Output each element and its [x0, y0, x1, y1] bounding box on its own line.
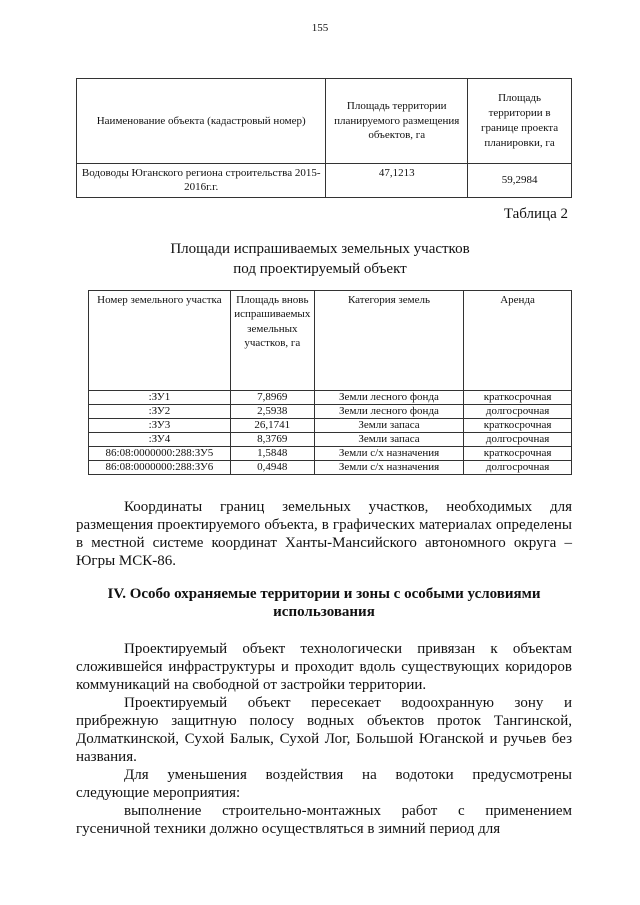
table-cell: Земли запаса — [314, 433, 463, 447]
table-header-cell: Площадь территории планируемого размещения объектов, га — [326, 79, 468, 164]
table-row — [77, 164, 572, 198]
paragraph — [76, 766, 572, 802]
paragraph — [76, 498, 572, 570]
page-number: 155 — [311, 22, 329, 34]
table-header-row — [89, 291, 572, 391]
table-cell: Земли с/х назначения — [314, 461, 463, 475]
table-cell: 7,8969 — [230, 391, 314, 405]
table-cell: :ЗУ4 — [89, 433, 231, 447]
table-title-line: Площади испрашиваемых земельных участков — [170, 241, 470, 257]
paragraph — [76, 640, 572, 694]
paragraph-text: выполнение строительно-монтажных работ с применением гусеничной техники должно осуществляться в зимний период для — [76, 803, 572, 837]
table-cell: Земли лесного фонда — [314, 405, 463, 419]
paragraph-text: Для уменьшения воздействия на водотоки предусмотрены следующие мероприятия: — [76, 767, 572, 801]
table-title-line: под проектируемый объект — [233, 260, 407, 277]
table-title — [0, 240, 640, 279]
table-cell: 86:08:0000000:288:ЗУ6 — [89, 461, 231, 475]
table-row — [89, 433, 572, 447]
table-row — [89, 405, 572, 419]
section-heading: IV. Особо охраняемые территории и зоны с особыми условиями использования — [107, 586, 541, 620]
paragraph-text: Проектируемый объект пересекает водоохранную зону и прибрежную защитную полосу водных объектов проток Тангинской, Долматкинской, Сухой Балык, Сухой Лог, Большой Юганской и ручьев без названия. — [76, 695, 572, 765]
table-header-cell: Аренда — [464, 291, 572, 391]
table-cell: долгосрочная — [464, 405, 572, 419]
table-cell: 26,1741 — [230, 419, 314, 433]
table-row — [89, 461, 572, 475]
table-header-cell: Площадь вновь испрашиваемых земельных участков, га — [230, 291, 314, 391]
table-cell: долгосрочная — [464, 433, 572, 447]
table-header-row — [77, 79, 572, 164]
table-cell: 8,3769 — [230, 433, 314, 447]
table-cell: Земли лесного фонда — [314, 391, 463, 405]
table-cell: Водоводы Юганского региона строительства 2015-2016г.г. — [77, 164, 326, 198]
table-header-cell: Категория земель — [314, 291, 463, 391]
table-row — [89, 447, 572, 461]
table-row — [89, 391, 572, 405]
table-cell: Земли с/х назначения — [314, 447, 463, 461]
paragraph — [76, 802, 572, 838]
table-row — [89, 419, 572, 433]
paragraph-text: Координаты границ земельных участков, необходимых для размещения проектируемого объекта, в графических материалах определены в местной системе координат Ханты-Мансийского автономного округа – Югры МСК-86. — [76, 499, 572, 569]
paragraph — [76, 694, 572, 766]
table-cell: 1,5848 — [230, 447, 314, 461]
table-cell: 47,1213 — [326, 164, 468, 198]
table-cell: Земли запаса — [314, 419, 463, 433]
table-cell: 2,5938 — [230, 405, 314, 419]
table-cell: :ЗУ2 — [89, 405, 231, 419]
object-area-table — [76, 78, 572, 198]
table-header-cell: Наименование объекта (кадастровый номер) — [77, 79, 326, 164]
table-label: Таблица 2 — [503, 206, 568, 222]
table-cell: 0,4948 — [230, 461, 314, 475]
table-cell: краткосрочная — [464, 447, 572, 461]
table-header-cell: Площадь территории в границе проекта планировки, га — [468, 79, 572, 164]
table-header-cell: Номер земельного участка — [89, 291, 231, 391]
table-cell: долгосрочная — [464, 461, 572, 475]
table-cell: :ЗУ3 — [89, 419, 231, 433]
paragraph-text: Проектируемый объект технологически привязан к объектам сложившейся инфраструктуры и проходит вдоль существующих коридоров коммуникаций на свободной от застройки территории. — [76, 641, 572, 693]
table-cell: краткосрочная — [464, 391, 572, 405]
land-plots-table — [88, 290, 572, 475]
table-cell: 86:08:0000000:288:ЗУ5 — [89, 447, 231, 461]
table-cell: :ЗУ1 — [89, 391, 231, 405]
table-cell: 59,2984 — [468, 164, 572, 198]
table-cell: краткосрочная — [464, 419, 572, 433]
